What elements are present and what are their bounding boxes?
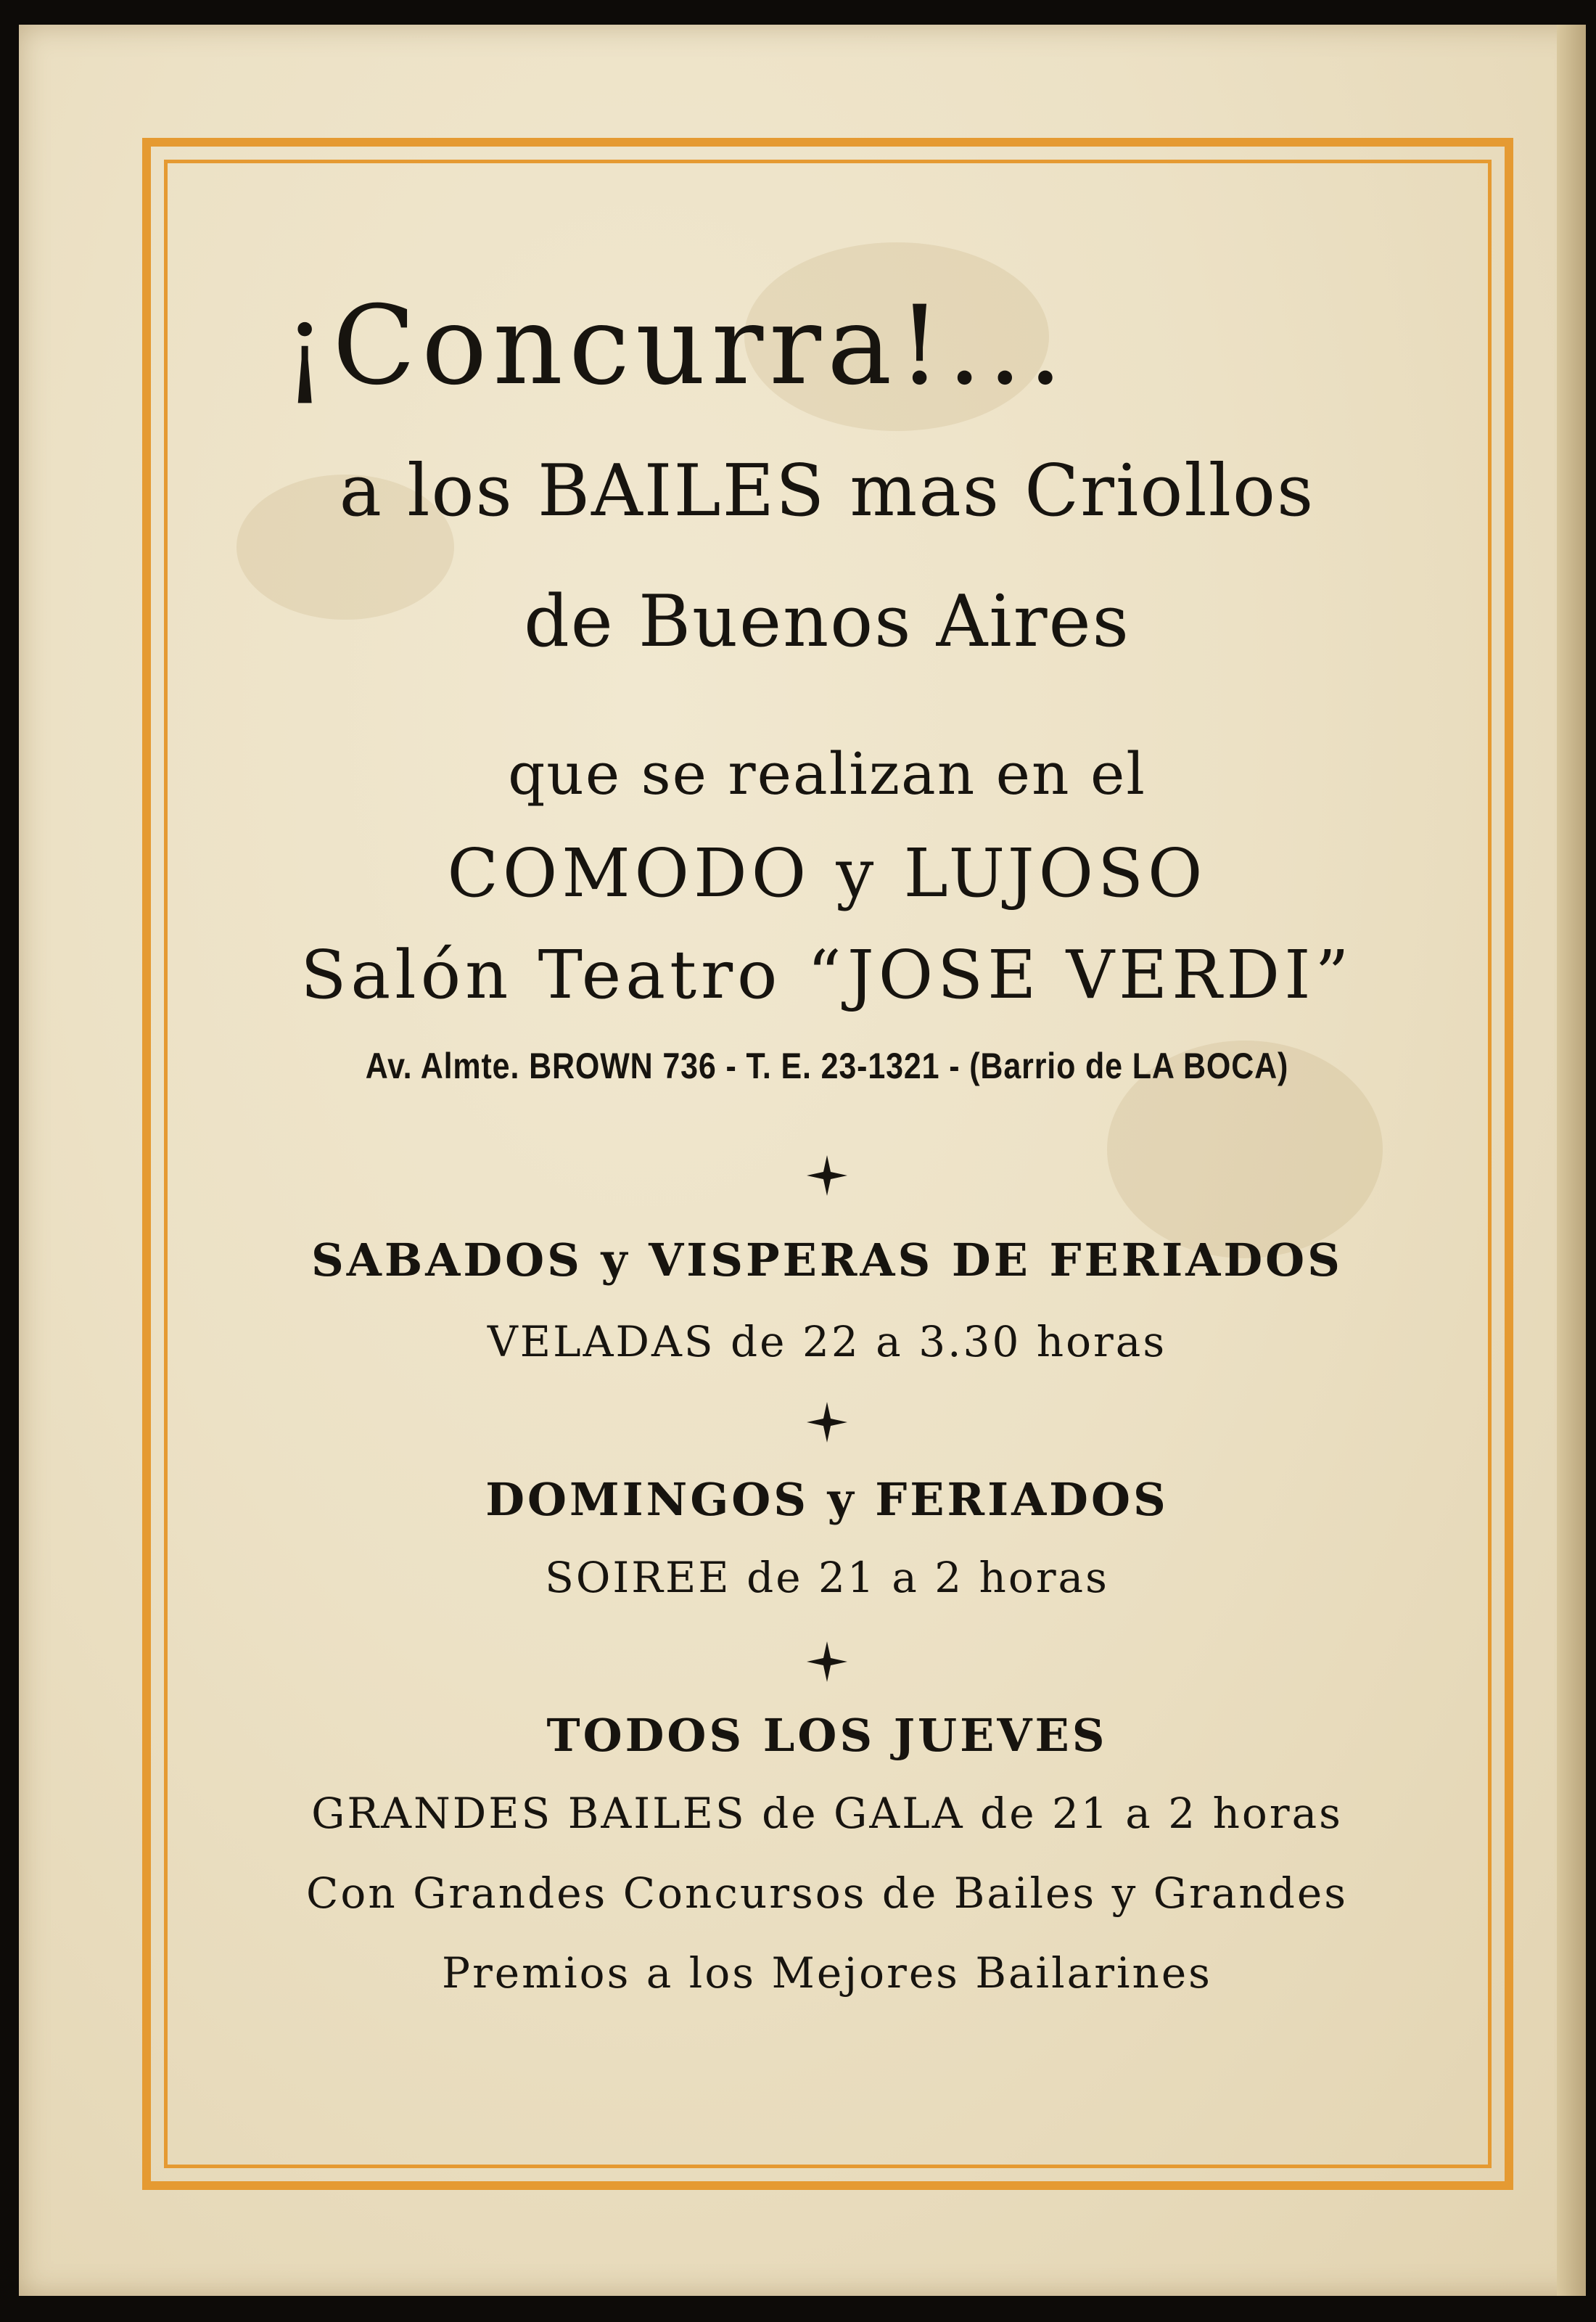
four-point-star-icon [805,1154,849,1197]
venue-adjectives: COMODO y LUJOSO [447,834,1207,912]
headline: ¡Concurra!... [283,283,1069,409]
venue-intro: que se realizan en el [508,740,1146,808]
schedule-event: VELADAS de 22 a 3.30 horas [487,1317,1167,1366]
schedule-event: SOIREE de 21 a 2 horas [545,1553,1109,1602]
schedule-days: SABADOS y VISPERAS DE FERIADOS [311,1234,1343,1287]
contest-line-1: Con Grandes Concursos de Bailes y Grandes [306,1868,1348,1918]
intro-line-1: a los BAILES mas Criollos [339,450,1315,533]
intro-line-2: de Buenos Aires [524,580,1130,663]
contest-line-2: Premios a los Mejores Bailarines [442,1948,1212,1998]
venue-address: Av. Almte. BROWN 736 - T. E. 23-1321 - (Barrio de LA BOCA) [365,1046,1289,1086]
thursday-event: GRANDES BAILES de GALA de 21 a 2 horas [311,1789,1343,1838]
schedule-days: DOMINGOS y FERIADOS [485,1473,1169,1526]
four-point-star-icon [805,1640,849,1683]
poster-content [174,174,1480,2162]
thursday-days: TODOS LOS JUEVES [546,1709,1108,1762]
four-point-star-icon [805,1400,849,1444]
venue-name: Salón Teatro “JOSE VERDI” [300,936,1354,1014]
